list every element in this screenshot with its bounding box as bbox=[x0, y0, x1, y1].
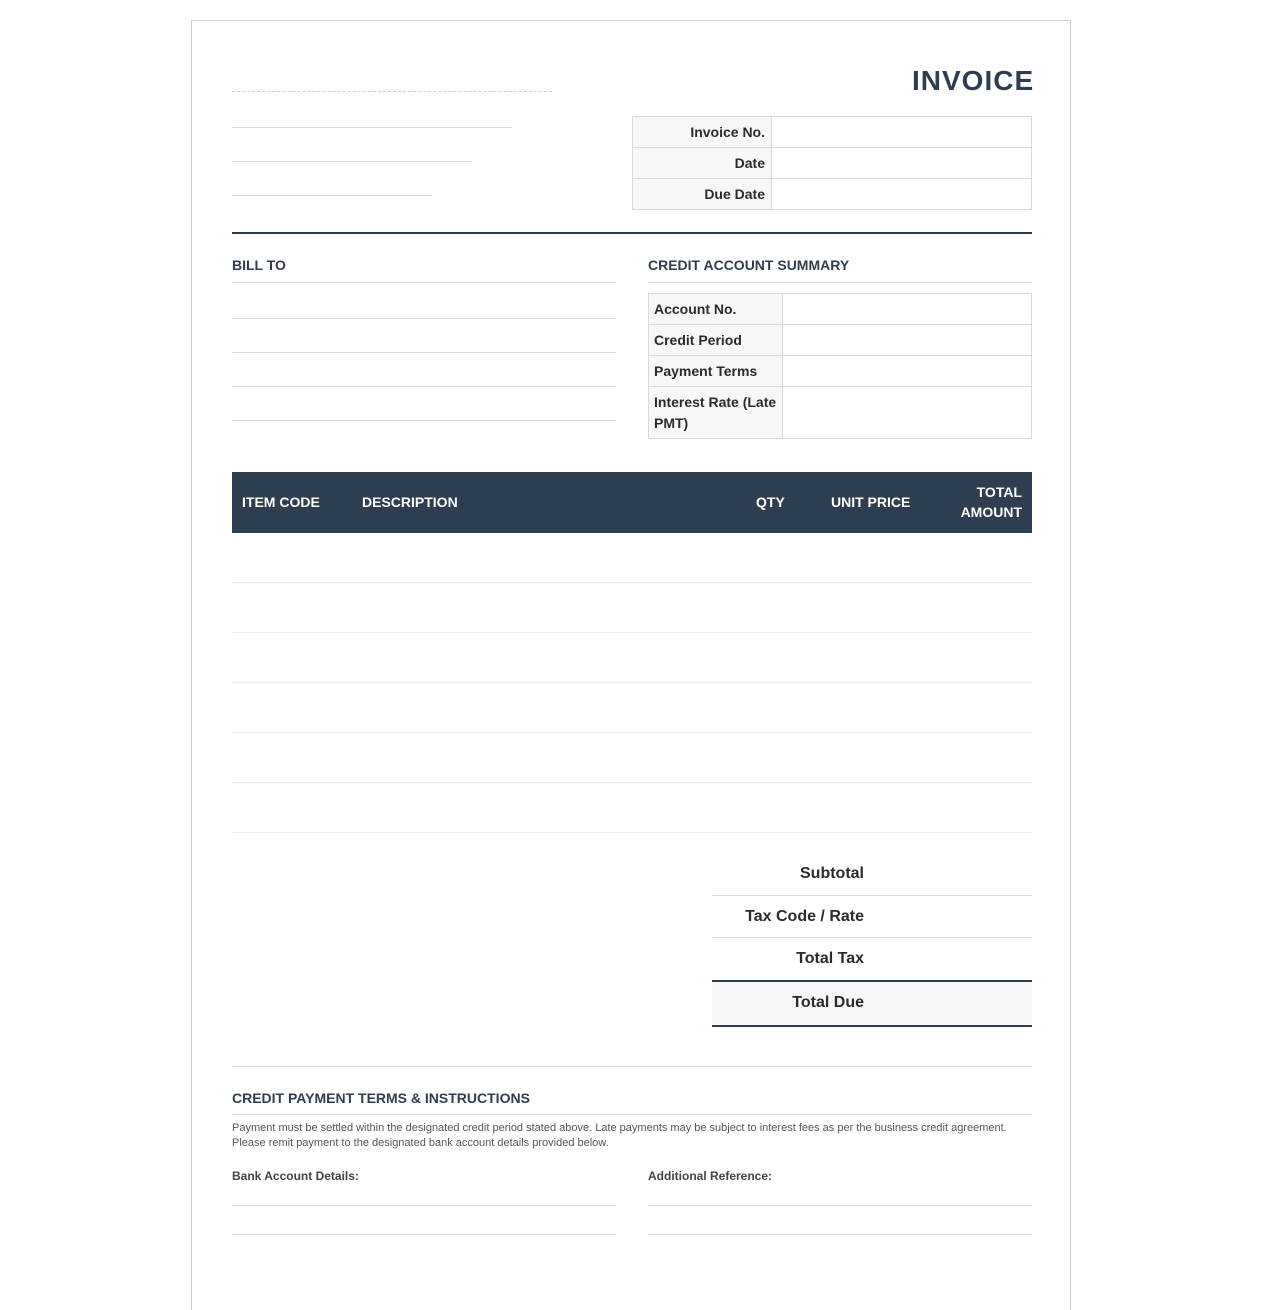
item-row-divider[interactable] bbox=[232, 682, 1032, 683]
tax-code-rule bbox=[712, 937, 1032, 938]
company-address-line-3[interactable] bbox=[232, 195, 432, 196]
credit-label: Interest Rate (Late PMT) bbox=[649, 387, 783, 439]
meta-label: Date bbox=[633, 148, 772, 179]
meta-row-due-date bbox=[633, 179, 1032, 210]
credit-label: Credit Period bbox=[649, 325, 783, 356]
meta-row-date bbox=[633, 148, 1032, 179]
bill-to-heading-rule bbox=[232, 282, 616, 283]
bank-account-line-1[interactable] bbox=[232, 1205, 616, 1206]
subtotal-label: Subtotal bbox=[800, 865, 864, 882]
due-date-field[interactable] bbox=[772, 179, 1032, 210]
terms-text-line-1: Payment must be settled within the designated credit period stated above. Late payments may be subject to interest fees as per the business credit agreement. bbox=[232, 1122, 1007, 1134]
reference-line-1[interactable] bbox=[648, 1205, 1032, 1206]
col-item-code: ITEM CODE bbox=[242, 494, 320, 510]
invoice-title: INVOICE bbox=[912, 65, 1035, 96]
col-description: DESCRIPTION bbox=[362, 494, 458, 510]
meta-label: Due Date bbox=[633, 179, 772, 210]
bill-to-line-2[interactable] bbox=[232, 352, 616, 353]
total-due-label: Total Due bbox=[792, 994, 864, 1011]
reference-line-2[interactable] bbox=[648, 1234, 1032, 1235]
col-qty: QTY bbox=[756, 494, 785, 510]
invoice-meta-table bbox=[632, 116, 1032, 210]
credit-period-field[interactable] bbox=[783, 325, 1032, 356]
credit-summary-heading-rule bbox=[648, 282, 1032, 283]
bill-to-line-4[interactable] bbox=[232, 420, 616, 421]
col-total-amount-line2: AMOUNT bbox=[960, 504, 1022, 520]
date-field[interactable] bbox=[772, 148, 1032, 179]
bill-to-line-1[interactable] bbox=[232, 318, 616, 319]
account-no-field[interactable] bbox=[783, 294, 1032, 325]
bill-to-heading: BILL TO bbox=[232, 257, 286, 273]
invoice-no-field[interactable] bbox=[772, 117, 1032, 148]
credit-row bbox=[649, 387, 1032, 439]
bank-account-label: Bank Account Details: bbox=[232, 1169, 359, 1183]
total-due-box bbox=[712, 980, 1032, 1027]
invoice-page bbox=[191, 20, 1071, 1310]
meta-label: Invoice No. bbox=[633, 117, 772, 148]
col-unit-price: UNIT PRICE bbox=[831, 494, 911, 510]
company-address-line-2[interactable] bbox=[232, 161, 472, 162]
bank-account-line-2[interactable] bbox=[232, 1234, 616, 1235]
items-table-header bbox=[232, 472, 1032, 533]
terms-top-rule bbox=[232, 1066, 1032, 1067]
item-row-divider[interactable] bbox=[232, 782, 1032, 783]
header-divider bbox=[232, 232, 1032, 234]
col-total-amount-line1: TOTAL bbox=[976, 484, 1022, 500]
credit-summary-heading: CREDIT ACCOUNT SUMMARY bbox=[648, 257, 850, 273]
terms-text-line-2: Please remit payment to the designated bank account details provided below. bbox=[232, 1137, 609, 1149]
credit-label: Account No. bbox=[649, 294, 783, 325]
credit-row bbox=[649, 356, 1032, 387]
payment-terms-field[interactable] bbox=[783, 356, 1032, 387]
credit-row bbox=[649, 325, 1032, 356]
additional-reference-label: Additional Reference: bbox=[648, 1169, 773, 1183]
credit-row bbox=[649, 294, 1032, 325]
subtotal-rule bbox=[712, 895, 1032, 896]
item-row-divider[interactable] bbox=[232, 632, 1032, 633]
bill-to-line-3[interactable] bbox=[232, 386, 616, 387]
company-address-line-1[interactable] bbox=[232, 127, 512, 128]
item-row-divider[interactable] bbox=[232, 732, 1032, 733]
credit-label: Payment Terms bbox=[649, 356, 783, 387]
item-row-divider[interactable] bbox=[232, 832, 1032, 833]
company-name-line[interactable] bbox=[232, 91, 552, 92]
credit-summary-table bbox=[648, 293, 1032, 439]
terms-heading: CREDIT PAYMENT TERMS & INSTRUCTIONS bbox=[232, 1090, 530, 1106]
total-tax-label: Total Tax bbox=[796, 950, 864, 967]
meta-row-invoice-no bbox=[633, 117, 1032, 148]
interest-rate-field[interactable] bbox=[783, 387, 1032, 439]
item-row-divider[interactable] bbox=[232, 582, 1032, 583]
terms-heading-rule bbox=[232, 1114, 1032, 1115]
tax-code-label: Tax Code / Rate bbox=[745, 908, 864, 925]
